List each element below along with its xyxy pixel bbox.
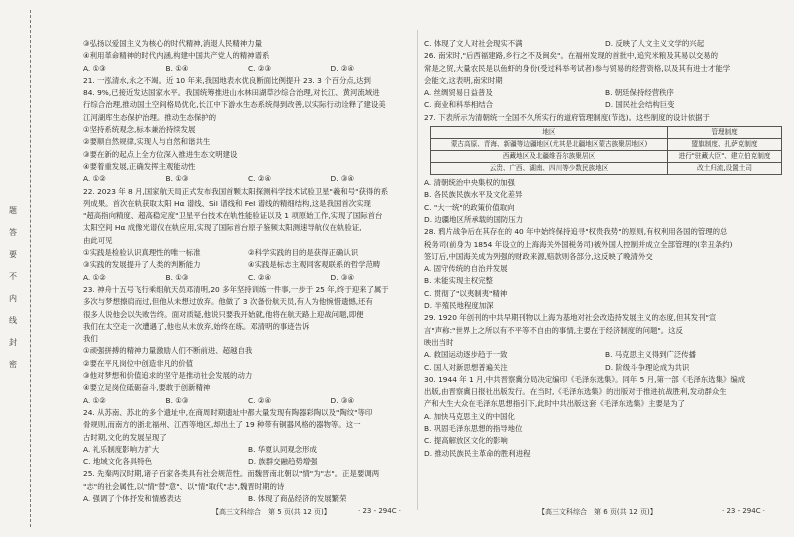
answer-option: ③实践的发展提升了人类的判断能力	[83, 260, 201, 270]
answer-option: A. ①②	[83, 272, 106, 282]
answer-options-row	[424, 87, 786, 99]
answer-option: D. ③④	[330, 395, 355, 405]
text-line: ③要在新的起点上全方位深入推进生态文明建设	[83, 149, 238, 159]
text-line: ①顽强拼搏的精神力量激励人们不断前进、超越自我	[83, 346, 253, 356]
answer-option: A. 强调了个体抒发和情感表达	[83, 493, 182, 503]
table-row	[431, 139, 782, 151]
text-line: D. 边疆地区所承载的国防压力	[424, 214, 524, 224]
binding-label-char: 封	[9, 338, 17, 347]
answer-option: B. ①③	[165, 174, 189, 184]
answer-options-row	[83, 395, 413, 407]
binding-labels	[6, 200, 20, 376]
text-line: 27. 下表所示为清朝统一全国不久所实行的道府管理制度(节选)。这些制度的设计依据于	[424, 112, 710, 122]
text-line: 常是之贸,大量农民是以鱼虾的身份(受过科举考试者)参与贸易的经营资格,以及其有进士才能学	[424, 63, 731, 73]
answer-option: D. ③④	[330, 174, 355, 184]
text-line: B. 各民族民族水平及文化差异	[424, 190, 523, 200]
answer-options-row	[83, 493, 413, 505]
text-line: A. 加快马克思主义的中国化	[424, 411, 515, 421]
table-row	[431, 151, 782, 163]
answer-option: D. ②④	[330, 63, 355, 73]
answer-options-row	[424, 99, 786, 111]
answer-options-row	[424, 362, 786, 374]
text-line: 映出当时	[424, 337, 454, 347]
q27-table	[430, 126, 782, 175]
left-column	[83, 38, 413, 505]
binding-label-char: 题	[9, 206, 17, 215]
answer-option: A. ①②	[83, 395, 106, 405]
binding-label-char: 内	[9, 294, 17, 303]
answer-option: B. ①③	[165, 272, 189, 282]
footer-right-page-label: 【高三文科综合 第 6 页(共 12 页)】	[538, 508, 657, 516]
text-line: 言"声称:"世界上之所以有不平等不自由的事情,主要在于经济制度的问题"。这反	[424, 325, 683, 335]
answer-options-row	[83, 456, 413, 468]
answer-option: C. 地域文化各具特色	[83, 457, 152, 467]
text-line: 签订后,中国海关成为列强的财政来源,赔款则各部分,这反映了晚清外交	[424, 251, 653, 261]
text-line: D. 半殖民地程度加深	[424, 301, 494, 311]
binding-label-char: 答	[9, 228, 17, 237]
answer-options-row	[83, 247, 413, 259]
text-line: ②要在平凡岗位中创造非凡的价值	[83, 358, 194, 368]
text-line: ④要着重发展,正确发挥主观能动性	[83, 161, 196, 171]
answer-options-row	[83, 173, 413, 185]
text-line: 26. 南宋时,"后西福建路,乡行之不及闽矣"。在福州发现的首批中,追究米粮及其易以交易的	[424, 51, 719, 61]
text-line: 29. 1920 年创刊的中共早期刊物以上海为基地对社会改造持发展主义的态度,但其发刊"宣	[424, 313, 717, 323]
answer-options-row	[424, 349, 786, 361]
text-line: ④要立足岗位砥砺奋斗,要敢于创新精神	[83, 383, 211, 393]
right-column	[424, 38, 786, 460]
text-line: 84. 9%,已接近发达国家水平。我国统筹推进山水林田湖草沙综合治理,对长江、黄河流域进	[83, 88, 380, 98]
text-line: A. 清朝统治中央集权的加强	[424, 178, 515, 188]
answer-option: B. 华夏认同观念形成	[248, 444, 317, 454]
answer-option: B. 朝廷保持经营秩序	[605, 88, 674, 98]
text-line: 多次与梦想擦肩而过,但他从未想过放弃。他做了 3 次备份航天员,有人为他惋惜遗憾,还有	[83, 297, 373, 307]
text-line: 24. 从苏南、苏北的多个遗址中,在商周时期遗址中都大量发现有陶器彩陶以及"陶纹"等印	[83, 407, 373, 417]
text-line: C. "大一统"的政策价值取向	[424, 202, 515, 212]
binding-label-char: 要	[9, 250, 17, 259]
text-line: ④利用革命精神的时代内涵,构建中国共产党人的精神谱系	[83, 51, 270, 61]
text-line: ③弘扬以爱国主义为核心的时代精神,消退人民精神力量	[83, 39, 262, 48]
text-line: ②要顺自然规律,实现人与自然和谐共生	[83, 137, 211, 147]
answer-option: ①实践是检验认识真理性的唯一标准	[83, 248, 201, 258]
table-cell: 蒙古高原、青海、新疆等边疆地区(尤其是北疆地区蒙古族聚居地区)	[431, 139, 668, 151]
text-line: 古时期,文化的发展呈现了	[83, 432, 167, 442]
text-line: 很多人说他会以失败告终。面对质疑,他说只要我开始就,他将在航天路上迎战问题,即便	[83, 309, 364, 319]
text-line: ①坚持系统观念,标本兼治持续发展	[83, 125, 196, 135]
page-divider	[417, 30, 418, 510]
answer-option: A. 救国运动逐步趋于一致	[424, 350, 508, 360]
text-line: ③他对梦想和价值追求的坚守是推动社会发展的动力	[83, 371, 253, 381]
answer-option: D. ③④	[330, 272, 355, 282]
answer-options-row	[424, 38, 786, 50]
text-line: 会能文,这表明,南宋时期	[424, 75, 503, 85]
answer-option: D. 族群交融趋势增强	[248, 457, 318, 467]
footer-right-page-code: · 23 - 294C ·	[722, 507, 766, 515]
text-line: B. 未能实现主权完整	[424, 276, 493, 286]
text-line: 由此可见	[83, 235, 113, 245]
binding-label-char: 线	[9, 316, 17, 325]
answer-option: A. 丝绸贸易日益普及	[424, 88, 493, 98]
binding-dashed-line	[30, 10, 31, 527]
text-line: 23. 神舟十五号飞行乘组航天员邓清明,20 多年坚持训练一件事,一步于 25 年,终于迎来了属于	[83, 284, 389, 294]
text-line: 骨规则,而南方的浙北福州、江西等地区,却出土了 19 种带有铜器风格的器物等。这一	[83, 420, 361, 430]
binding-label-char: 密	[9, 360, 17, 369]
answer-option: B. ①③	[165, 395, 189, 405]
answer-option: D. 国民社会结构巨变	[605, 100, 675, 110]
text-line: 列成果。首次在轨获取太阳 Hα 谱线、SiⅠ 谱线和 FeⅠ 谱线的精细结构,这是我国首次实现	[83, 198, 371, 208]
text-line: 22. 2023 年 8 月,国家航天局正式发布我国首颗太阳探测科学技术试验卫星"羲和号"获得的系	[83, 186, 389, 196]
answer-option: ④实践是标志主观同客观联系的哲学范畴	[248, 260, 381, 270]
text-line: B. 巩固毛泽东思想的指导地位	[424, 424, 523, 434]
answer-options-row	[83, 444, 413, 456]
text-line: 我们在太空走一次遭遇了,他也从未放弃,始终在练。邓清明的事迹告诉	[83, 321, 310, 331]
text-line: 25. 先秦两汉时期,诸子百家各类具有社会规范性。而魏晋南北朝以"情"为"志"。正是要调两	[83, 469, 380, 479]
answer-option: A. 礼乐制度影响力扩大	[83, 444, 160, 454]
table-cell: 云贵、广西、湖南、四川等少数民族地区	[431, 163, 668, 175]
table-row	[431, 163, 782, 175]
answer-options-row	[83, 272, 413, 284]
answer-option: B. 体现了商品经济的发展繁荣	[248, 493, 347, 503]
text-line: 30. 1944 年 1 月,中共晋察冀分局决定编印《毛泽东选集》。同年 5 月,第一部《毛泽东选集》编成	[424, 374, 746, 384]
table-header-cell: 地区	[431, 127, 668, 139]
answer-option: A. ①②	[83, 174, 106, 184]
answer-option: C. ②④	[248, 272, 272, 282]
answer-option: ②科学实践的目的是获得正确认识	[248, 248, 359, 258]
table-cell: 改土归流,设置土司	[668, 163, 782, 175]
table-cell: 西藏地区及北疆维吾尔族聚居区	[431, 151, 668, 163]
text-line: 行综合治理,推动国土空间格局优化,长江中下游水生态系统得到改善,以实际行动诠释了建设美	[83, 100, 386, 110]
table-cell: 进行"驻藏大臣"、建立伯克制度	[668, 151, 782, 163]
table-cell: 盟旗制度、扎萨克制度	[668, 139, 782, 151]
text-line: 出版,由晋察冀日报社出版发行。在当时,《毛泽东选集》的出版对于推进抗战胜利,发动群众生	[424, 387, 727, 397]
text-line: 产和大生大众在毛泽东思想指引下,此时中共出版这套《毛泽东选集》主要是为了	[424, 399, 686, 409]
footer-left-page-label: 【高三文科综合 第 5 页(共 12 页)】	[212, 508, 331, 516]
answer-options-row	[83, 259, 413, 271]
answer-option: A. ①③	[83, 63, 106, 73]
text-line: D. 推动民族民主革命的胜利进程	[424, 448, 531, 458]
answer-option: D. 反映了人文主义文学的兴起	[605, 39, 705, 48]
text-line: 28. 鸦片战争后在其存在的 40 年中始终保持追寻"权贵我势"的原则,有权利用各国的管理的总	[424, 227, 728, 237]
text-line: A. 固守传统的自治并发展	[424, 264, 508, 274]
answer-option: C. 商业和科举相结合	[424, 100, 493, 110]
text-line: 江河湖库生态保护治理。推动生态保护的	[83, 112, 217, 122]
text-line: "超高指向精度、超高稳定度"卫星平台技术在轨性能验证以及 1 项原始工作,实现了国际首台	[83, 211, 383, 221]
text-line: 太阳空间 Hα 成像光谱仪在轨应用,实现了国际首台原子鉴频太阳测速导航仪在轨验证,	[83, 223, 362, 233]
binding-margin	[0, 0, 64, 537]
answer-option: C. 体现了文人对社会现实不满	[424, 39, 523, 48]
answer-option: B. 马克思主义得到广泛传播	[605, 350, 697, 360]
table-header-cell: 管理制度	[668, 127, 782, 139]
text-line: C. 提高解放区文化的影响	[424, 436, 508, 446]
text-line: 税务司(前身为 1854 年设立的上海海关外国税务司)被外国人控制并成立全部管理的(幸丑条约)	[424, 239, 733, 249]
answer-option: C. ②④	[248, 395, 272, 405]
text-line: 21. 一泓清水,永之不竭。近 10 年来,我国地表水优良断面比例提升 23. 3 个百分点,达到	[83, 75, 371, 85]
binding-label-char: 不	[9, 272, 17, 281]
answer-option: C. 国人对新思想普遍关注	[424, 362, 508, 372]
text-line: 我们	[83, 334, 98, 344]
answer-options-row	[83, 63, 413, 75]
text-line: "志"的社会属性,以"情"替"意"、以"情"取代"志",魏晋时期的诗	[83, 481, 285, 491]
answer-option: B. ①④	[165, 63, 189, 73]
table-header-row	[431, 127, 782, 139]
answer-option: C. ②③	[248, 63, 272, 73]
answer-option: D. 阶级斗争理论成为共识	[605, 362, 690, 372]
footer-left-page-code: · 23 - 294C ·	[358, 507, 402, 515]
answer-option: C. ②④	[248, 174, 272, 184]
text-line: C. 贯彻了"以夷制夷"精神	[424, 288, 508, 298]
